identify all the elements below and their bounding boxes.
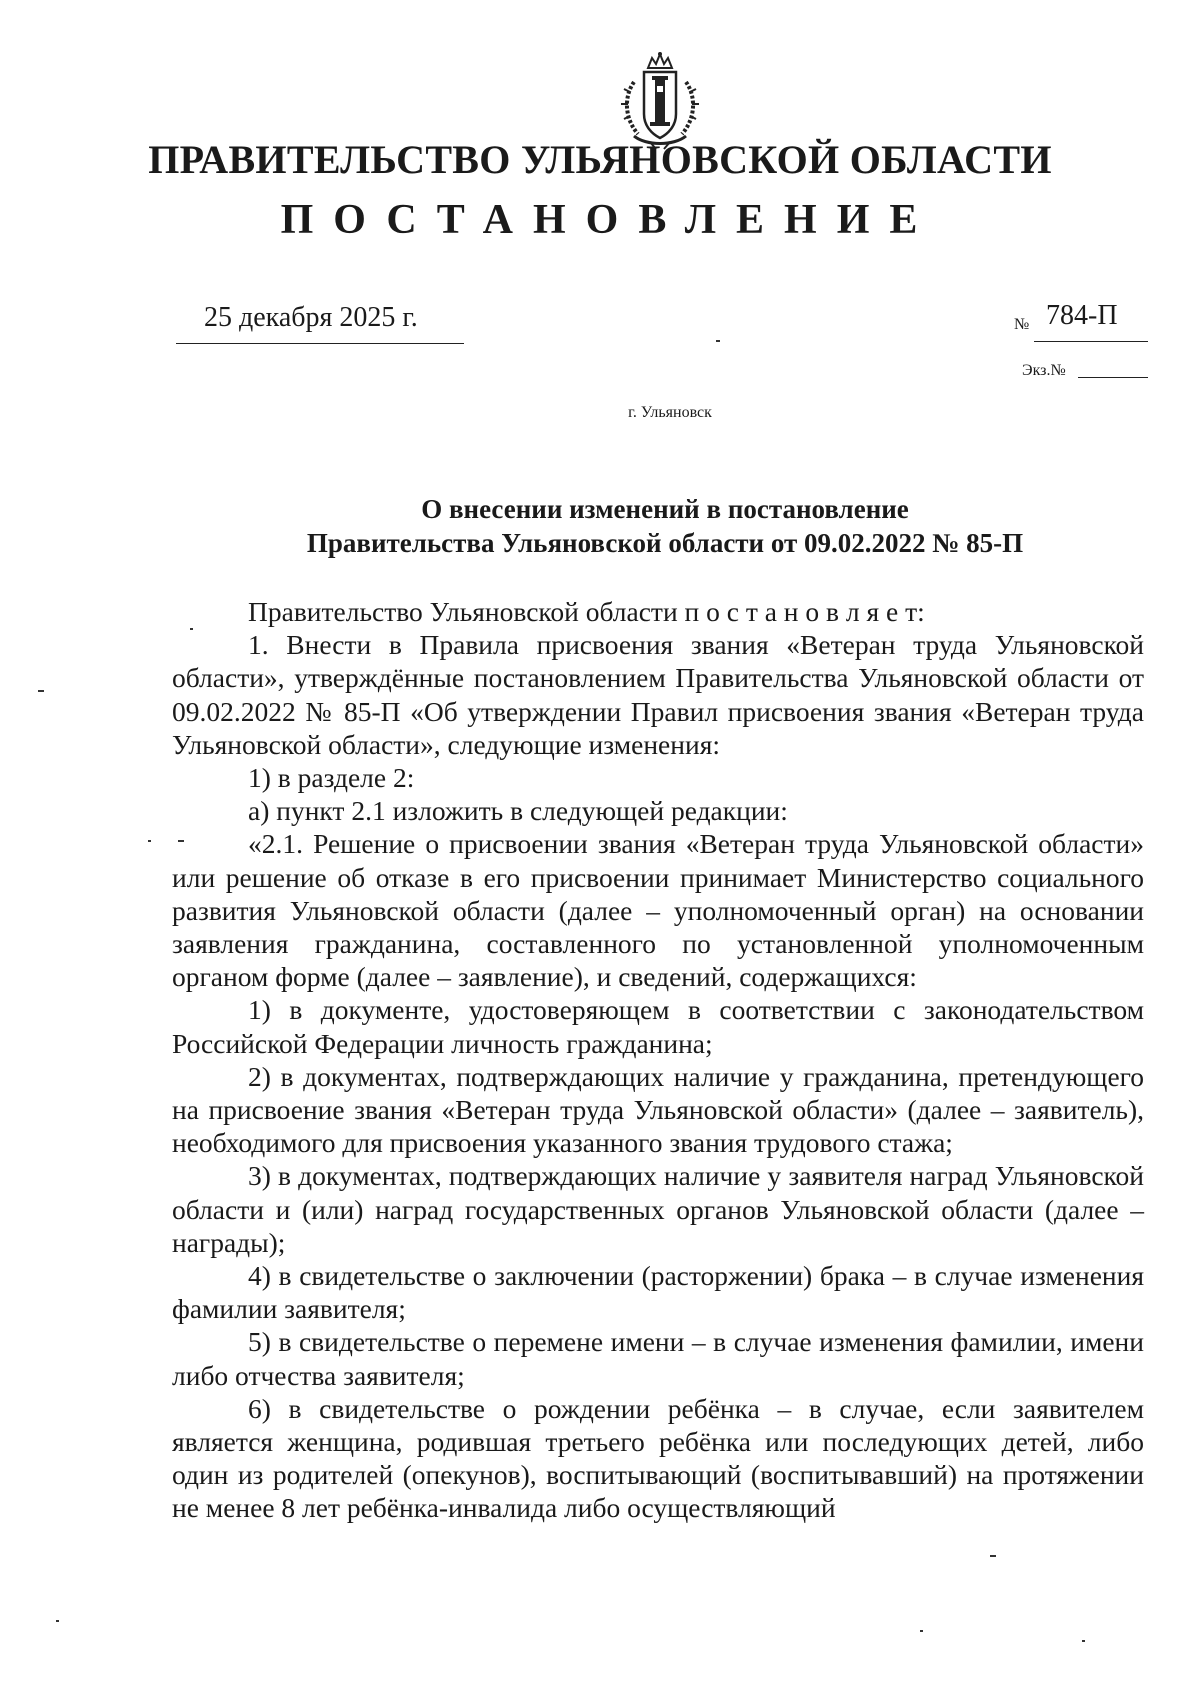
scan-speck xyxy=(38,690,44,692)
scan-speck xyxy=(56,1620,59,1622)
paragraph: 1. Внести в Правила присвоения звания «Ветеран труда Ульяновской области», утверждённые постановлением Правительства Ульяновской области от 09.02.2022 № 85-П «Об утверждении Правил присвоения звания «Ветеран труда Ульяновской области», следующие изменения: xyxy=(172,629,1144,760)
paragraph: 2) в документах, подтверждающих наличие у гражданина, претендующего на присвоение звания «Ветеран труда Ульяновской области» (далее – заявитель), необходимого для присвоения указанного звания трудового стажа; xyxy=(172,1060,1144,1159)
document-body xyxy=(172,595,1144,1525)
copy-number-label: Экз.№ xyxy=(1022,362,1066,379)
scan-speck xyxy=(990,1555,996,1557)
scan-speck xyxy=(920,1630,923,1632)
document-date: 25 декабря 2025 г. xyxy=(204,302,418,333)
paragraph: «2.1. Решение о присвоении звания «Ветеран труда Ульяновской области» или решение об отказе в его присвоении принимает Министерство социального развития Ульяновской области (далее – уполномоченный орган) на основании заявления гражданина, составленного по установленной уполномоченным органом форме (далее – заявление), и сведений, содержащихся: xyxy=(172,828,1144,993)
paragraph: 1) в разделе 2: xyxy=(248,762,415,794)
paragraph: 5) в свидетельстве о перемене имени – в случае изменения фамилии, имени либо отчества заявителя; xyxy=(172,1326,1144,1391)
document-type: ПОСТАНОВЛЕНИЕ xyxy=(280,197,938,243)
paragraph: 4) в свидетельстве о заключении (расторжении) брака – в случае изменения фамилии заявителя; xyxy=(172,1260,1144,1325)
number-sign: № xyxy=(1014,316,1030,333)
heading-line-1: О внесении изменений в постановление xyxy=(421,494,909,524)
paragraph: а) пункт 2.1 изложить в следующей редакции: xyxy=(248,795,788,827)
document-number: 784-П xyxy=(1046,300,1118,331)
heading-line-2: Правительства Ульяновской области от 09.02.2022 № 85-П xyxy=(306,528,1024,558)
government-name: ПРАВИТЕЛЬСТВО УЛЬЯНОВСКОЙ ОБЛАСТИ xyxy=(148,137,1052,182)
scan-speck xyxy=(1082,1640,1085,1642)
paragraph: Правительство Ульяновской области п о с т а н о в л я е т: xyxy=(248,596,925,627)
paragraph: 6) в свидетельстве о рождении ребёнка – в случае, если заявителем является женщина, родившая третьего ребёнка или последующих детей, либо один из родителей (опекунов), воспитывающий (воспитывавший) на протяжении не менее 8 лет ребёнка-инвалида либо осуществляющий xyxy=(172,1392,1144,1524)
document-heading xyxy=(0,492,1200,560)
scan-speck xyxy=(148,840,151,842)
copy-number-underline xyxy=(1078,377,1148,378)
paragraph: 1) в документе, удостоверяющем в соответствии с законодательством Российской Федерации личность гражданина; xyxy=(172,994,1144,1059)
date-underline xyxy=(176,343,464,344)
scan-speck xyxy=(178,840,184,842)
scan-speck xyxy=(190,628,193,630)
scan-speck xyxy=(716,340,720,342)
paragraph: 3) в документах, подтверждающих наличие у заявителя наград Ульяновской области и (или) наград государственных органов Ульяновской области (далее – награды); xyxy=(172,1160,1144,1258)
number-underline xyxy=(1034,341,1148,342)
city: г. Ульяновск xyxy=(628,404,712,421)
